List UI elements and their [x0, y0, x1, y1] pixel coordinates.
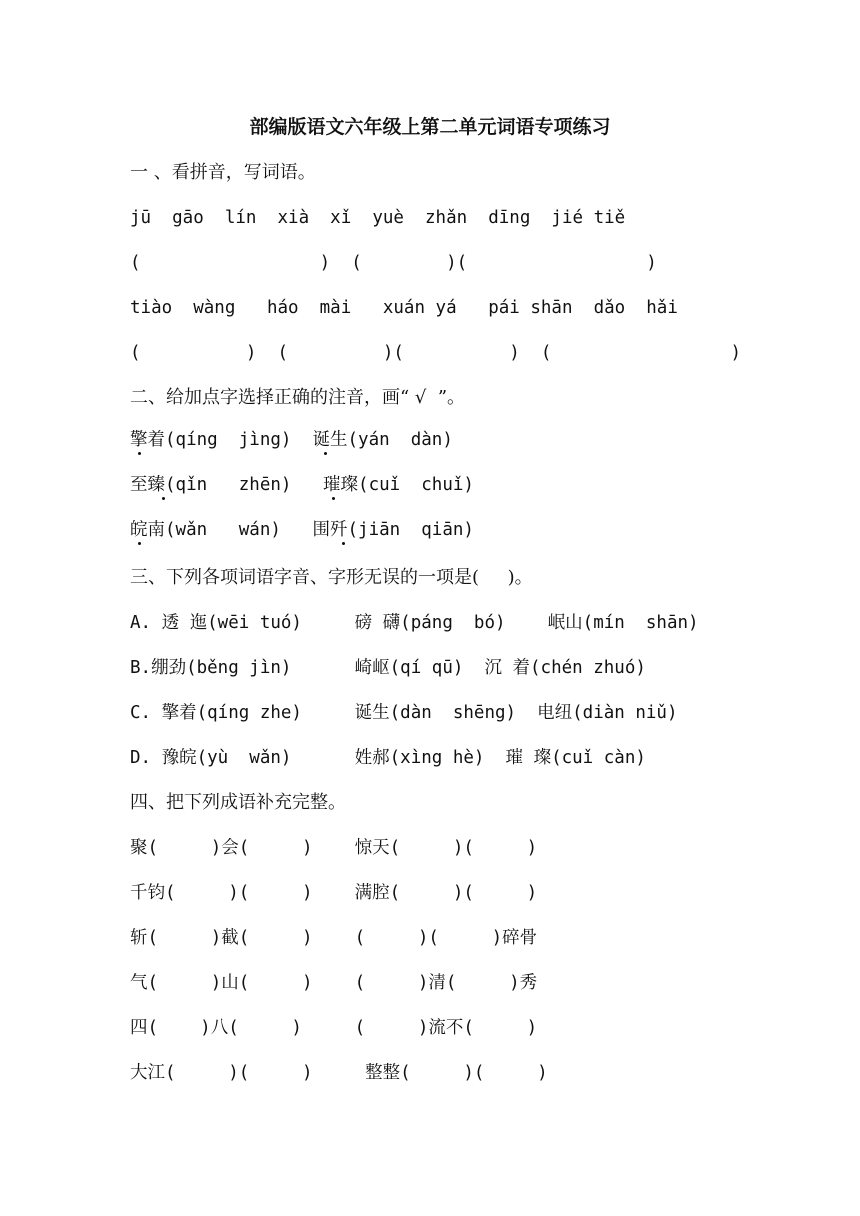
section1-heading: 一 、看拼音，写词语。	[130, 162, 316, 183]
idiom-row-1[interactable]: 聚( )会( ) 惊天( )( )	[130, 838, 538, 858]
section3-heading: 三、下列各项词语字音、字形无误的一项是( )。	[130, 567, 533, 588]
emphasis-dot	[324, 452, 327, 455]
pronunciation-row-1: 擎着(qíng jìng) 诞生(yán dàn)	[130, 430, 453, 450]
idiom-row-5[interactable]: 四( )八( ) ( )流不( )	[130, 1018, 538, 1038]
option-d: D. 豫皖(yù wǎn) 姓郝(xìng hè) 璀 璨(cuǐ càn)	[130, 748, 646, 768]
emphasis-dot	[138, 452, 141, 455]
emphasis-dot	[138, 542, 141, 545]
emphasis-dot	[162, 497, 165, 500]
emphasis-dot	[332, 497, 335, 500]
pronunciation-row-2: 至臻(qǐn zhēn) 璀璨(cuǐ chuǐ)	[130, 475, 474, 495]
idiom-row-6[interactable]: 大江( )( ) 整整( )( )	[130, 1063, 548, 1083]
emphasis-dot	[342, 542, 345, 545]
pinyin-row-1: jū gāo lín xià xǐ yuè zhǎn dīng jié tiě	[130, 208, 626, 228]
pronunciation-row-3: 皖南(wǎn wán) 围歼(jiān qiān)	[130, 520, 474, 540]
idiom-row-4[interactable]: 气( )山( ) ( )清( )秀	[130, 973, 538, 993]
pinyin-row-2: tiào wàng háo mài xuán yá pái shān dǎo hǎi	[130, 298, 678, 318]
answer-blanks-row-1[interactable]: ( ) ( )( )	[130, 253, 657, 273]
page-title: 部编版语文六年级上第二单元词语专项练习	[249, 116, 611, 138]
section4-heading: 四、把下列成语补充完整。	[130, 792, 346, 813]
idiom-row-2[interactable]: 千钧( )( ) 满腔( )( )	[130, 883, 538, 903]
idiom-row-3[interactable]: 斩( )截( ) ( )( )碎骨	[130, 928, 538, 948]
option-a: A. 透 迤(wēi tuó) 磅 礴(páng bó) 岷山(mín shān)	[130, 613, 699, 633]
option-b: B.绷劲(běng jìn) 崎岖(qí qū) 沉 着(chén zhuó)	[130, 658, 646, 678]
option-c: C. 擎着(qíng zhe) 诞生(dàn shēng) 电纽(diàn niǔ)	[130, 703, 678, 723]
section2-heading: 二、给加点字选择正确的注音，画“ √ ”。	[130, 387, 466, 408]
answer-blanks-row-2[interactable]: ( ) ( )( ) ( )	[130, 343, 742, 363]
